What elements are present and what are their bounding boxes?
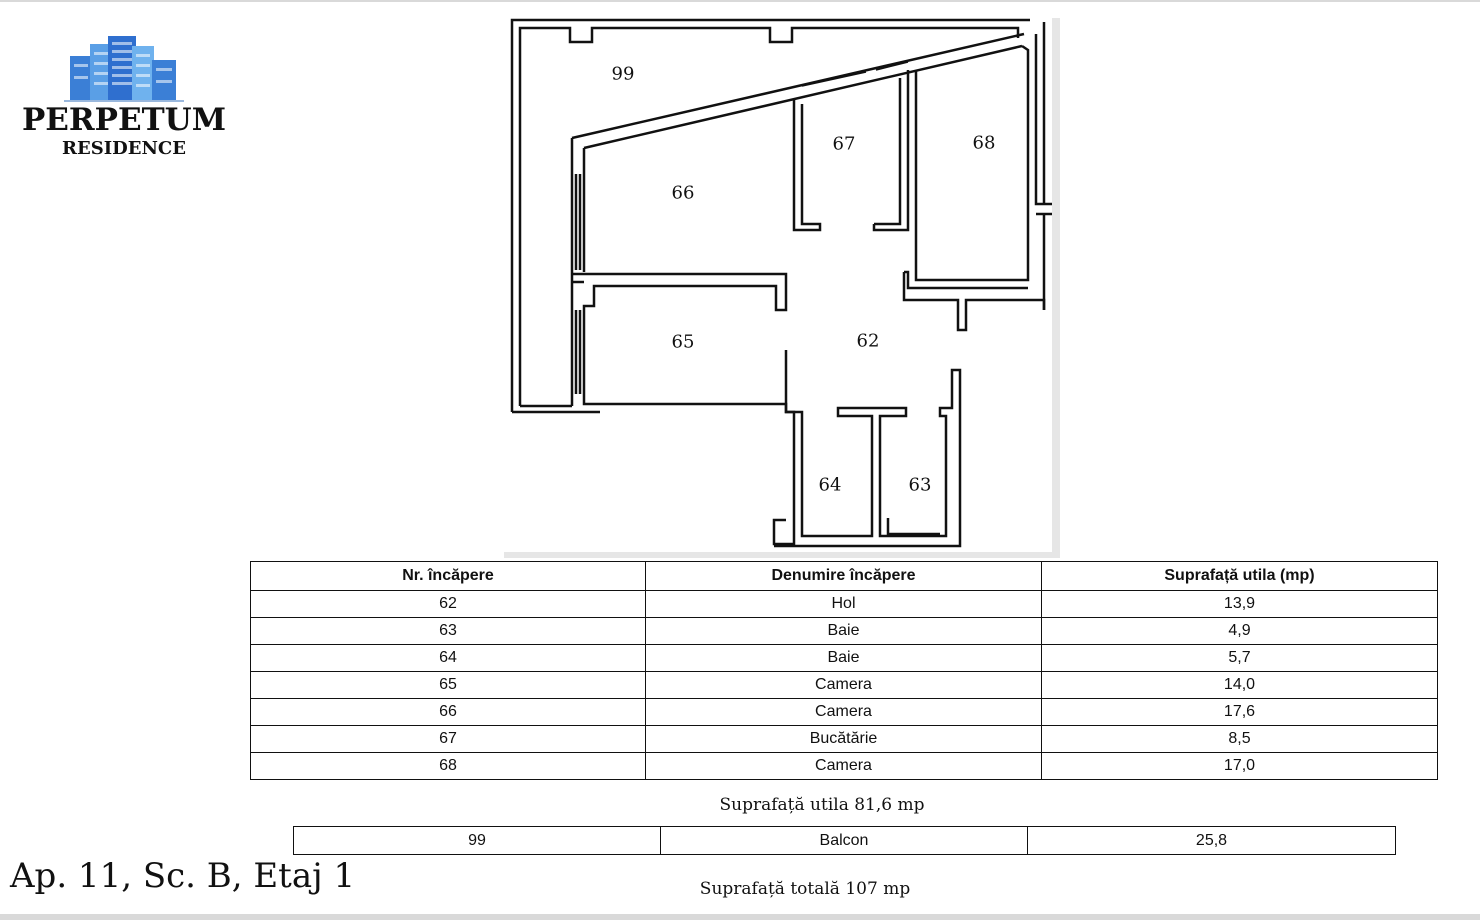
- cell-nr: 68: [251, 753, 646, 780]
- table-row: [251, 618, 1438, 645]
- cell-area: 4,9: [1042, 618, 1438, 645]
- table-row: [251, 645, 1438, 672]
- room-label-62: 62: [856, 330, 880, 352]
- header-room-number: Nr. încăpere: [251, 562, 646, 591]
- rooms-table: [250, 561, 1438, 780]
- header-room-area: Suprafață utila (mp): [1042, 562, 1438, 591]
- header-room-name: Denumire încăpere: [646, 562, 1042, 591]
- room-label-65: 65: [671, 331, 695, 353]
- room-label-63: 63: [908, 474, 932, 496]
- cell-area: 14,0: [1042, 672, 1438, 699]
- buildings-icon: [64, 34, 184, 102]
- cell-nr: 64: [251, 645, 646, 672]
- floor-plan-drawing: [500, 14, 1062, 562]
- cell-name: Camera: [646, 699, 1042, 726]
- room-label-68: 68: [972, 132, 996, 154]
- cell-nr: 62: [251, 591, 646, 618]
- cell-area: 5,7: [1042, 645, 1438, 672]
- floor-plan: [500, 14, 1062, 562]
- apartment-title: Ap. 11, Sc. B, Etaj 1: [10, 856, 356, 896]
- total-area-summary: Suprafață totală 107 mp: [699, 879, 911, 899]
- cell-area: 8,5: [1042, 726, 1438, 753]
- cell-nr: 66: [251, 699, 646, 726]
- table-header-row: [251, 562, 1438, 591]
- bottom-border: [0, 914, 1480, 920]
- cell-area: 17,6: [1042, 699, 1438, 726]
- cell-nr: 63: [251, 618, 646, 645]
- cell-name: Hol: [646, 591, 1042, 618]
- perpetum-logo: [14, 34, 234, 164]
- table-row: [251, 672, 1438, 699]
- room-label-64: 64: [818, 474, 842, 496]
- logo-subtitle: RESIDENCE: [62, 138, 186, 159]
- cell-area: 17,0: [1042, 753, 1438, 780]
- table-row: [294, 827, 1396, 855]
- cell-name: Camera: [646, 672, 1042, 699]
- cell-name: Camera: [646, 753, 1042, 780]
- cell-nr: 67: [251, 726, 646, 753]
- table-row: [251, 699, 1438, 726]
- room-label-67: 67: [832, 133, 856, 155]
- cell-name: Baie: [646, 645, 1042, 672]
- table-row: [251, 591, 1438, 618]
- cell-area: 13,9: [1042, 591, 1438, 618]
- cell-area: 25,8: [1028, 827, 1396, 855]
- cell-name: Baie: [646, 618, 1042, 645]
- balcony-table: [293, 826, 1396, 855]
- logo-title: PERPETUM: [21, 102, 227, 138]
- room-label-66: 66: [671, 182, 695, 204]
- table-row: [251, 753, 1438, 780]
- top-border: [0, 0, 1480, 2]
- room-label-99: 99: [611, 63, 635, 85]
- cell-nr: 65: [251, 672, 646, 699]
- useful-area-summary: Suprafață utila 81,6 mp: [719, 795, 925, 815]
- table-row: [251, 726, 1438, 753]
- cell-name: Balcon: [661, 827, 1028, 855]
- cell-nr: 99: [294, 827, 661, 855]
- cell-name: Bucătărie: [646, 726, 1042, 753]
